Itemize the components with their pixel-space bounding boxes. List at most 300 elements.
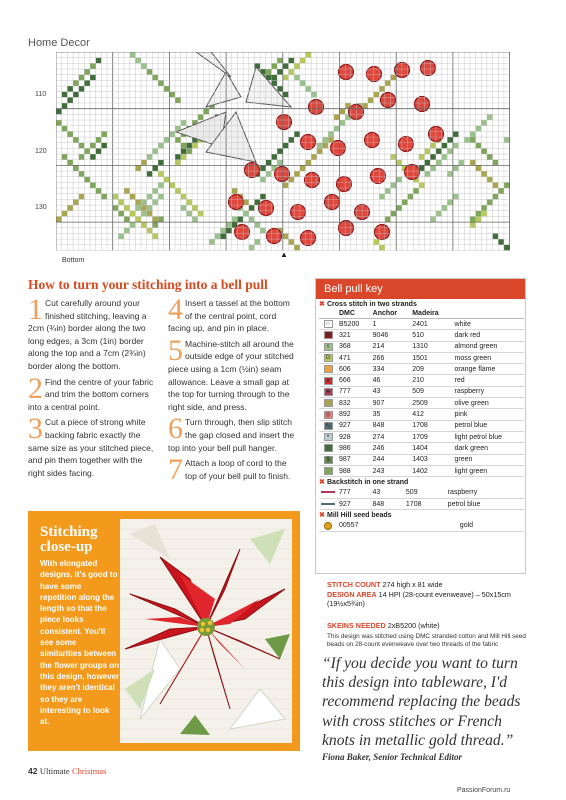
closeup-inner bbox=[36, 519, 292, 743]
chart-stitch bbox=[181, 148, 187, 154]
dmc-code: 928 bbox=[337, 431, 371, 442]
chart-stitch bbox=[249, 205, 255, 211]
chart-stitch bbox=[481, 205, 487, 211]
backstitch-row bbox=[319, 487, 524, 498]
chart-stitch bbox=[79, 75, 85, 81]
chart-berry bbox=[309, 100, 324, 115]
key-row bbox=[319, 443, 524, 454]
chart-stitch bbox=[181, 120, 187, 126]
chart-stitch bbox=[141, 160, 147, 166]
chart-stitch bbox=[277, 86, 283, 92]
chart-stitch bbox=[481, 148, 487, 154]
chart-stitch bbox=[481, 120, 487, 126]
chart-berry bbox=[259, 201, 274, 216]
chart-stitch bbox=[84, 80, 90, 86]
madeira-code: 1402 bbox=[410, 465, 452, 476]
chart-stitch bbox=[436, 160, 442, 166]
column-header-dmc: DMC bbox=[337, 309, 371, 319]
chart-stitch bbox=[62, 211, 68, 217]
step-number: 6 bbox=[168, 412, 183, 446]
chart-stitch bbox=[135, 58, 141, 64]
step-text: Cut a piece of strong white backing fabric exactly the same size as your stitched piece, and pin them together with the right sides facing. bbox=[28, 417, 154, 478]
chart-stitch bbox=[277, 160, 283, 166]
chart-stitch bbox=[385, 80, 391, 86]
chart-stitch bbox=[73, 92, 79, 98]
chart-stitch bbox=[249, 245, 255, 251]
chart-stitch bbox=[254, 239, 260, 245]
symbol-swatch: G bbox=[319, 352, 337, 363]
chart-stitch bbox=[300, 80, 306, 86]
chart-stitch bbox=[175, 188, 181, 194]
chart-stitch bbox=[118, 199, 124, 205]
chart-stitch bbox=[266, 171, 272, 177]
chart-stitch bbox=[481, 211, 487, 217]
chart-stitch bbox=[334, 126, 340, 132]
anchor-code: 848 bbox=[370, 498, 403, 509]
chart-stitch bbox=[453, 131, 459, 137]
chart-stitch bbox=[96, 148, 102, 154]
chart-stitch bbox=[90, 182, 96, 188]
chart-stitch bbox=[152, 233, 158, 239]
chart-stitch bbox=[73, 80, 79, 86]
chart-stitch bbox=[271, 63, 277, 69]
step-text: Machine-stitch all around the outside edge of your stitched piece using a 1cm (½in) seam allowance. Leave a small gap at the top for turning through to the right side, and press. bbox=[168, 338, 294, 412]
madeira-code: 1708 bbox=[404, 498, 446, 509]
chart-stitch bbox=[192, 143, 198, 149]
chart-stitch bbox=[283, 182, 289, 188]
chart-stitch bbox=[294, 75, 300, 81]
chart-stitch bbox=[141, 222, 147, 228]
chart-stitch bbox=[147, 154, 153, 160]
backstitch-section-title: ✖ Backstitch in one strand bbox=[319, 479, 409, 487]
chart-stitch bbox=[436, 211, 442, 217]
chart-stitch bbox=[124, 228, 130, 234]
chart-stitch bbox=[260, 194, 266, 200]
chart-stitch bbox=[67, 160, 73, 166]
chart-stitch bbox=[67, 86, 73, 92]
madeira-code: 412 bbox=[410, 409, 452, 420]
chart-stitch bbox=[192, 216, 198, 222]
chart-stitch bbox=[135, 165, 141, 171]
chart-stitch bbox=[504, 245, 510, 251]
chart-stitch bbox=[147, 211, 153, 217]
line-swatch bbox=[319, 487, 337, 498]
key-row bbox=[319, 341, 524, 352]
chart-stitch bbox=[175, 97, 181, 103]
closeup-text-panel bbox=[36, 519, 120, 743]
step-1 bbox=[28, 293, 158, 373]
chart-stitch bbox=[152, 222, 158, 228]
symbol-swatch: ◎ bbox=[319, 409, 337, 420]
chart-berry bbox=[405, 165, 420, 180]
chart-stitch bbox=[67, 97, 73, 103]
chart-stitch bbox=[340, 120, 346, 126]
chart-stitch bbox=[186, 199, 192, 205]
steps-column-right bbox=[168, 293, 298, 487]
chart-stitch bbox=[220, 228, 226, 234]
symbol-swatch: ∩ bbox=[319, 319, 337, 330]
chart-stitch bbox=[271, 75, 277, 81]
chart-stitch bbox=[385, 188, 391, 194]
bell-pull-key bbox=[315, 278, 526, 574]
chart-stitch bbox=[113, 205, 119, 211]
chart-stitch bbox=[79, 194, 85, 200]
row-number-130: 130 bbox=[35, 204, 47, 211]
step-number: 4 bbox=[168, 293, 183, 326]
chart-stitch bbox=[169, 131, 175, 137]
chart-stitch bbox=[175, 160, 181, 166]
dmc-code: 368 bbox=[337, 341, 371, 352]
key-row bbox=[319, 420, 524, 431]
step-text: Turn through, then slip stitch the gap closed and insert the top into your bell pull hanger. bbox=[168, 417, 295, 453]
chart-stitch bbox=[328, 131, 334, 137]
chart-stitch bbox=[124, 216, 130, 222]
chart-stitch bbox=[464, 137, 470, 143]
key-row bbox=[319, 319, 524, 330]
anchor-code: 214 bbox=[371, 341, 411, 352]
chart-stitch bbox=[447, 199, 453, 205]
chart-stitch bbox=[186, 148, 192, 154]
chart-stitch bbox=[152, 188, 158, 194]
chart-stitch bbox=[396, 160, 402, 166]
chart-stitch bbox=[101, 143, 107, 149]
chart-stitch bbox=[209, 239, 215, 245]
chart-stitch bbox=[317, 143, 323, 149]
chart-stitch bbox=[396, 205, 402, 211]
chart-stitch bbox=[391, 211, 397, 217]
symbol-swatch bbox=[319, 364, 337, 375]
chart-stitch bbox=[391, 182, 397, 188]
chart-stitch bbox=[164, 137, 170, 143]
chart-stitch bbox=[311, 154, 317, 160]
chart-stitch bbox=[96, 188, 102, 194]
chart-stitch bbox=[67, 205, 73, 211]
key-row bbox=[319, 398, 524, 409]
thread-name: light petrol blue bbox=[453, 431, 524, 442]
chart-stitch bbox=[220, 233, 226, 239]
chart-stitch bbox=[158, 171, 164, 177]
madeira-code: 1403 bbox=[410, 454, 452, 465]
chart-stitch bbox=[425, 160, 431, 166]
dmc-code: 987 bbox=[337, 454, 371, 465]
pull-quote: “If you decide you want to turn this design into tableware, I'd recommend replacing the beads with cross stitches or French knots in metallic gold thread.” bbox=[322, 655, 521, 749]
anchor-code: 246 bbox=[371, 443, 411, 454]
chart-stitch bbox=[96, 137, 102, 143]
chart-stitch bbox=[56, 216, 62, 222]
key-row bbox=[319, 454, 524, 465]
chart-stitch bbox=[288, 58, 294, 64]
anchor-code: 266 bbox=[371, 352, 411, 363]
chart-stitch bbox=[73, 199, 79, 205]
chart-stitch bbox=[79, 86, 85, 92]
chart-stitch bbox=[62, 92, 68, 98]
step-text: Find the centre of your fabric and trim the bottom corners into a central point. bbox=[28, 376, 154, 412]
step-7 bbox=[168, 453, 298, 487]
chart-berry bbox=[301, 135, 316, 150]
thread-name: moss green bbox=[453, 352, 524, 363]
quote-author: Fiona Baker, Senior Technical Editor bbox=[322, 752, 462, 762]
chart-stitch bbox=[237, 216, 243, 222]
chart-stitch bbox=[442, 205, 448, 211]
anchor-code: 907 bbox=[371, 398, 411, 409]
key-row bbox=[319, 465, 524, 476]
chart-stitch bbox=[391, 75, 397, 81]
thread-name: dark green bbox=[453, 443, 524, 454]
chart-stitch bbox=[79, 143, 85, 149]
chart-stitch bbox=[476, 143, 482, 149]
chart-stitch bbox=[135, 199, 141, 205]
chart-stitch bbox=[294, 63, 300, 69]
design-area: DESIGN AREA 14 HPI (28-count evenweave) – 50x15cm (19½x5¾in) bbox=[327, 590, 511, 608]
chart-stitch bbox=[470, 216, 476, 222]
chart-stitch bbox=[294, 171, 300, 177]
symbol-swatch: $ bbox=[319, 454, 337, 465]
chart-stitch bbox=[340, 109, 346, 115]
chart-stitch bbox=[453, 143, 459, 149]
madeira-code: 510 bbox=[410, 330, 452, 341]
chart-stitch bbox=[470, 131, 476, 137]
chart-stitch bbox=[101, 194, 107, 200]
chart-stitch bbox=[175, 154, 181, 160]
chart-stitch bbox=[147, 69, 153, 75]
chart-stitch bbox=[56, 120, 62, 126]
chart-stitch bbox=[374, 92, 380, 98]
chart-stitch bbox=[481, 171, 487, 177]
chart-stitch bbox=[198, 211, 204, 217]
cross-stitch-section-title: ✖ Cross stitch in two strands bbox=[319, 301, 417, 308]
bead-name: gold bbox=[458, 520, 524, 531]
chart-stitch bbox=[158, 182, 164, 188]
chart-stitch bbox=[130, 222, 136, 228]
stitching-closeup-box bbox=[28, 511, 300, 751]
step-number: 7 bbox=[168, 453, 183, 487]
cross-stitch-chart bbox=[56, 52, 510, 252]
chart-stitch bbox=[101, 131, 107, 137]
chart-stitch bbox=[430, 165, 436, 171]
chart-stitch bbox=[425, 171, 431, 177]
chart-stitch bbox=[164, 86, 170, 92]
watermark: PassionForum.ru bbox=[457, 787, 511, 794]
thread-name: almond green bbox=[453, 341, 524, 352]
chart-stitch bbox=[84, 148, 90, 154]
chart-stitch bbox=[147, 194, 153, 200]
chart-stitch bbox=[322, 137, 328, 143]
chart-berry bbox=[371, 169, 386, 184]
closeup-body: With elongated designs, it's good to have some repetition along the length so that the piece looks consistent. You'll see some similarities between the flower groups on this design, however they aren't identical so they are interesting to look at. bbox=[40, 559, 120, 727]
thread-name: white bbox=[453, 319, 524, 330]
step-number: 1 bbox=[28, 293, 43, 326]
chart-stitch bbox=[164, 177, 170, 183]
chart-stitch bbox=[305, 86, 311, 92]
cross-mark-icon: ✖ bbox=[319, 301, 325, 308]
design-note: This design was stitched using DMC stranded cotton and Mill Hill seed beads on 28-count evenweave over two threads of the fabric bbox=[327, 633, 526, 649]
chart-stitch bbox=[368, 97, 374, 103]
key-row bbox=[319, 364, 524, 375]
steps-column-left bbox=[28, 293, 158, 482]
bead-row bbox=[319, 520, 524, 531]
instructions-title: How to turn your stitching into a bell pull bbox=[28, 277, 268, 292]
chart-stitch bbox=[391, 154, 397, 160]
chart-stitch bbox=[130, 52, 136, 58]
chart-stitch bbox=[498, 188, 504, 194]
chart-berry bbox=[291, 205, 306, 220]
chart-stitch bbox=[408, 194, 414, 200]
anchor-code: 35 bbox=[371, 409, 411, 420]
bead-rows bbox=[319, 520, 524, 531]
chart-stitch bbox=[504, 137, 510, 143]
chart-stitch bbox=[232, 216, 238, 222]
chart-stitch bbox=[476, 216, 482, 222]
chart-stitch bbox=[203, 109, 209, 115]
chart-stitch bbox=[158, 80, 164, 86]
madeira-code: 509 bbox=[404, 487, 446, 498]
anchor-code: 1 bbox=[371, 319, 411, 330]
anchor-code: 43 bbox=[370, 487, 403, 498]
chart-stitch bbox=[147, 205, 153, 211]
chart-stitch bbox=[62, 154, 68, 160]
chart-stitch bbox=[175, 137, 181, 143]
chart-berry bbox=[325, 195, 340, 210]
madeira-code: 509 bbox=[410, 386, 452, 397]
key-row bbox=[319, 409, 524, 420]
symbol-swatch: ◊ bbox=[319, 341, 337, 352]
thread-name: raspberry bbox=[453, 386, 524, 397]
madeira-code: 209 bbox=[410, 364, 452, 375]
symbol-swatch: ♥ bbox=[319, 330, 337, 341]
thread-name: green bbox=[453, 454, 524, 465]
chart-stitch bbox=[442, 154, 448, 160]
chart-berry bbox=[267, 229, 282, 244]
chart-stitch bbox=[493, 160, 499, 166]
anchor-code: 334 bbox=[371, 364, 411, 375]
closeup-title: Stitching close-up bbox=[40, 524, 98, 555]
chart-stitch bbox=[493, 194, 499, 200]
madeira-code: 1709 bbox=[410, 431, 452, 442]
column-header-madeira: Madeira bbox=[410, 309, 452, 319]
chart-stitch bbox=[56, 109, 62, 115]
anchor-code: 9046 bbox=[371, 330, 411, 341]
anchor-code: 243 bbox=[371, 465, 411, 476]
dmc-code: 606 bbox=[337, 364, 371, 375]
cross-mark-icon: ✖ bbox=[319, 512, 325, 520]
chart-stitch bbox=[152, 148, 158, 154]
chart-stitch bbox=[141, 199, 147, 205]
chart-stitch bbox=[379, 194, 385, 200]
chart-berry bbox=[381, 93, 396, 108]
backstitch-rows bbox=[319, 487, 524, 510]
chart-stitch bbox=[300, 58, 306, 64]
chart-stitch bbox=[447, 171, 453, 177]
chart-stitch bbox=[419, 182, 425, 188]
anchor-code: 848 bbox=[371, 420, 411, 431]
chart-stitch bbox=[493, 233, 499, 239]
chart-stitch bbox=[487, 154, 493, 160]
center-marker-icon: ▲ bbox=[280, 250, 288, 259]
chart-stitch bbox=[425, 148, 431, 154]
chart-stitch bbox=[90, 154, 96, 160]
chart-stitch bbox=[260, 177, 266, 183]
key-row bbox=[319, 375, 524, 386]
dmc-code: 832 bbox=[337, 398, 371, 409]
chart-stitch bbox=[442, 143, 448, 149]
anchor-code: 46 bbox=[371, 375, 411, 386]
beads-section-title: ✖ Mill Hill seed beads bbox=[319, 512, 392, 520]
chart-berry bbox=[365, 133, 380, 148]
step-text: Cut carefully around your finished stitching, leaving a 2cm (¾in) border along the two long edges, a 3cm (1in) border along the top and a 7cm (2¾in) border along the bottom. bbox=[28, 298, 147, 371]
section-label: Home Decor bbox=[28, 37, 90, 49]
chart-stitch bbox=[118, 211, 124, 217]
cross-stitch-table bbox=[319, 309, 524, 477]
chart-stitch bbox=[498, 239, 504, 245]
chart-grid bbox=[56, 52, 510, 252]
line-swatch bbox=[319, 498, 337, 509]
magazine-issue: Christmas bbox=[71, 766, 107, 776]
chart-stitch bbox=[158, 194, 164, 200]
chart-stitch bbox=[277, 58, 283, 64]
beads-table bbox=[319, 520, 524, 532]
dmc-code: 988 bbox=[337, 465, 371, 476]
chart-stitch bbox=[90, 63, 96, 69]
chart-stitch bbox=[459, 160, 465, 166]
step-6 bbox=[168, 412, 298, 454]
row-number-110: 110 bbox=[35, 91, 47, 98]
thread-name: red bbox=[453, 375, 524, 386]
chart-berry bbox=[301, 231, 316, 246]
chart-stitch bbox=[249, 216, 255, 222]
chart-stitch bbox=[334, 114, 340, 120]
chart-stitch bbox=[283, 63, 289, 69]
chart-stitch bbox=[362, 103, 368, 109]
key-row bbox=[319, 386, 524, 397]
chart-stitch bbox=[84, 177, 90, 183]
chart-stitch bbox=[476, 165, 482, 171]
chart-berry bbox=[229, 195, 244, 210]
dmc-code: 986 bbox=[337, 443, 371, 454]
dmc-code: 321 bbox=[337, 330, 371, 341]
chart-stitch bbox=[186, 211, 192, 217]
chart-stitch bbox=[419, 154, 425, 160]
chart-stitch bbox=[152, 165, 158, 171]
thread-name: dark red bbox=[453, 330, 524, 341]
step-5 bbox=[168, 333, 298, 414]
symbol-swatch: ● bbox=[319, 375, 337, 386]
chart-stitch bbox=[447, 148, 453, 154]
symbol-swatch bbox=[319, 443, 337, 454]
anchor-code: 274 bbox=[371, 431, 411, 442]
dmc-code: 892 bbox=[337, 409, 371, 420]
chart-stitch bbox=[62, 126, 68, 132]
chart-stitch bbox=[62, 103, 68, 109]
chart-stitch bbox=[288, 177, 294, 183]
chart-stitch bbox=[288, 239, 294, 245]
chart-stitch bbox=[317, 148, 323, 154]
step-text: Attach a loop of cord to the top of your bell pull to finish. bbox=[185, 458, 291, 481]
madeira-code: 2401 bbox=[410, 319, 452, 330]
bead-blank bbox=[427, 520, 442, 531]
chart-stitch bbox=[113, 194, 119, 200]
chart-stitch bbox=[181, 154, 187, 160]
chart-stitch bbox=[135, 216, 141, 222]
chart-stitch bbox=[311, 92, 317, 98]
chart-berry bbox=[415, 97, 430, 112]
cross-stitch-rows bbox=[319, 319, 524, 477]
dmc-code: 777 bbox=[337, 487, 370, 498]
madeira-code: 1310 bbox=[410, 341, 452, 352]
chart-stitch bbox=[430, 216, 436, 222]
row-number-120: 120 bbox=[35, 148, 47, 155]
dmc-code: 471 bbox=[337, 352, 371, 363]
chart-stitch bbox=[487, 199, 493, 205]
